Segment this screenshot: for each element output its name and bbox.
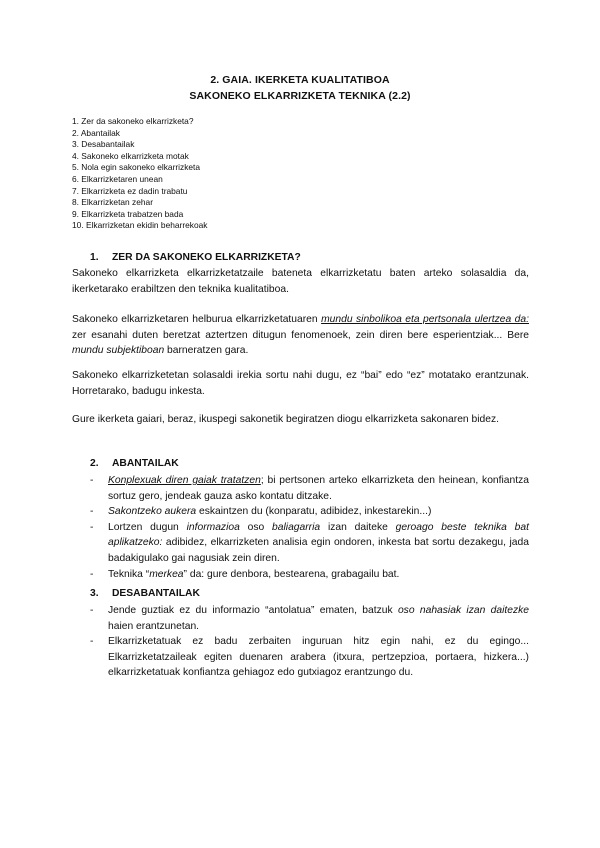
bullet-dash: - [90,636,94,648]
section-2-heading [90,458,179,469]
toc-item: 6. Elkarrizketaren unean [72,173,163,184]
toc-item: 1. Zer da sakoneko elkarrizketa? [72,116,194,126]
table-of-contents [72,116,207,232]
section-number: 2. [90,458,99,469]
section-title: DESABANTAILAK [112,588,200,599]
list-item: - Jende guztiak ez du informazio “antolatua” ematen, batzuk oso nahasiak izan daitezke haien erantzunetan. [90,605,529,632]
list-item: - Lortzen dugun informazioa oso baliagarria izan daiteke geroago beste teknika bat aplikatzeko: adibidez, elkarrizketen analisia egin ondoren, inkesta bat sortu dezakegu, jada badakigulako gai nagusiak zein diren. [90,521,529,564]
emphasis-text: mundu subjektiboan [72,345,165,357]
paragraph: Sakoneko elkarrizketa elkarrizketatzaile bateneta elkarrizketatu baten arteko solasaldia da, ikerketarako erabiltzen den teknika kualitatiboa. [72,268,529,295]
paragraph: Sakoneko elkarrizketaren helburua elkarrizketatuaren mundu sinbolikoa eta pertsonala ulertzea da: zer esanahi duten beretzat aztertzen ditugun fenomenoek, zein diren bere esperientziak... Bere mundu subjektiboan barneratzen gara. [72,314,529,357]
list-item: - Konplexuak diren gaiak tratatzen; bi pertsonen arteko elkarrizketa den heinean, konfiantza sortuz gero, jendeak gauza asko kontatu ditzake. [90,475,529,502]
emphasis-text: mundu sinbolikoa eta pertsonala ulertzea da: [321,314,529,325]
section-3-heading [90,588,200,599]
section-1-heading [90,252,301,263]
bullet-dash: - [90,568,94,580]
toc-item: 9. Elkarrizketa trabatzen bada [72,208,184,219]
section-title: ABANTAILAK [112,458,179,469]
emphasis-text: Konplexuak diren gaiak tratatzen [108,475,261,486]
list-item: - Elkarrizketatuak ez badu zerbaiten inguruan hitz egin nahi, ez du egingo... Elkarrizketatzaileak egiten duenaren arabera (itxura, pertzepzioa, portaera, hizkera...) elkarrizketatuak konfiantza gehiagoz edo gutxiagoz erantzungo du. [90,636,529,679]
emphasis-text: geroago beste teknika bat aplikatzeko: [108,521,529,549]
emphasis-text: baliagarria [272,521,321,533]
bullet-dash: - [90,521,94,533]
toc-item: 2. Abantailak [72,127,120,138]
disadvantages-list [90,603,529,681]
document-title-line1: 2. GAIA. IKERKETA KUALITATIBOA [210,74,390,86]
advantages-list [90,473,529,582]
toc-item: 4. Sakoneko elkarrizketa motak [72,150,189,161]
emphasis-text: oso nahasiak izan daitezke [397,605,529,616]
list-item: - Sakontzeko aukera eskaintzen du (konparatu, adibidez, inkestarekin...) [90,504,529,520]
section-title: ZER DA SAKONEKO ELKARRIZKETA? [112,252,301,263]
emphasis-text: informazioa [186,521,240,533]
paragraph: Gure ikerketa gaiari, beraz, ikuspegi sakonetik begiratzen diogu elkarrizketa sakonaren bidez. [72,414,499,425]
toc-item: 3. Desabantailak [72,139,135,150]
bullet-dash: - [90,506,94,518]
section-number: 3. [90,588,99,599]
toc-item: 7. Elkarrizketa ez dadin trabatu [72,185,188,196]
document-title-line2: SAKONEKO ELKARRIZKETA TEKNIKA (2.2) [189,90,411,102]
emphasis-text: Sakontzeko aukera [108,506,197,518]
emphasis-text: merkea [149,568,184,580]
section-number: 1. [90,252,99,263]
bullet-dash: - [90,475,94,486]
paragraph: Sakoneko elkarrizketetan solasaldi irekia sortu nahi dugu, ez “bai” edo “ez” motatako erantzunak. Horretarako, badugu inkesta. [72,370,529,397]
toc-item: 5. Nola egin sakoneko elkarrizketa [72,162,201,173]
list-item: - Teknika “merkea” da: gure denbora, bestearena, grabagailu bat. [90,567,529,583]
bullet-dash: - [90,605,94,616]
toc-item: 10. Elkarrizketan ekidin beharrekoak [72,220,208,231]
toc-item: 8. Elkarrizketan zehar [72,197,153,208]
